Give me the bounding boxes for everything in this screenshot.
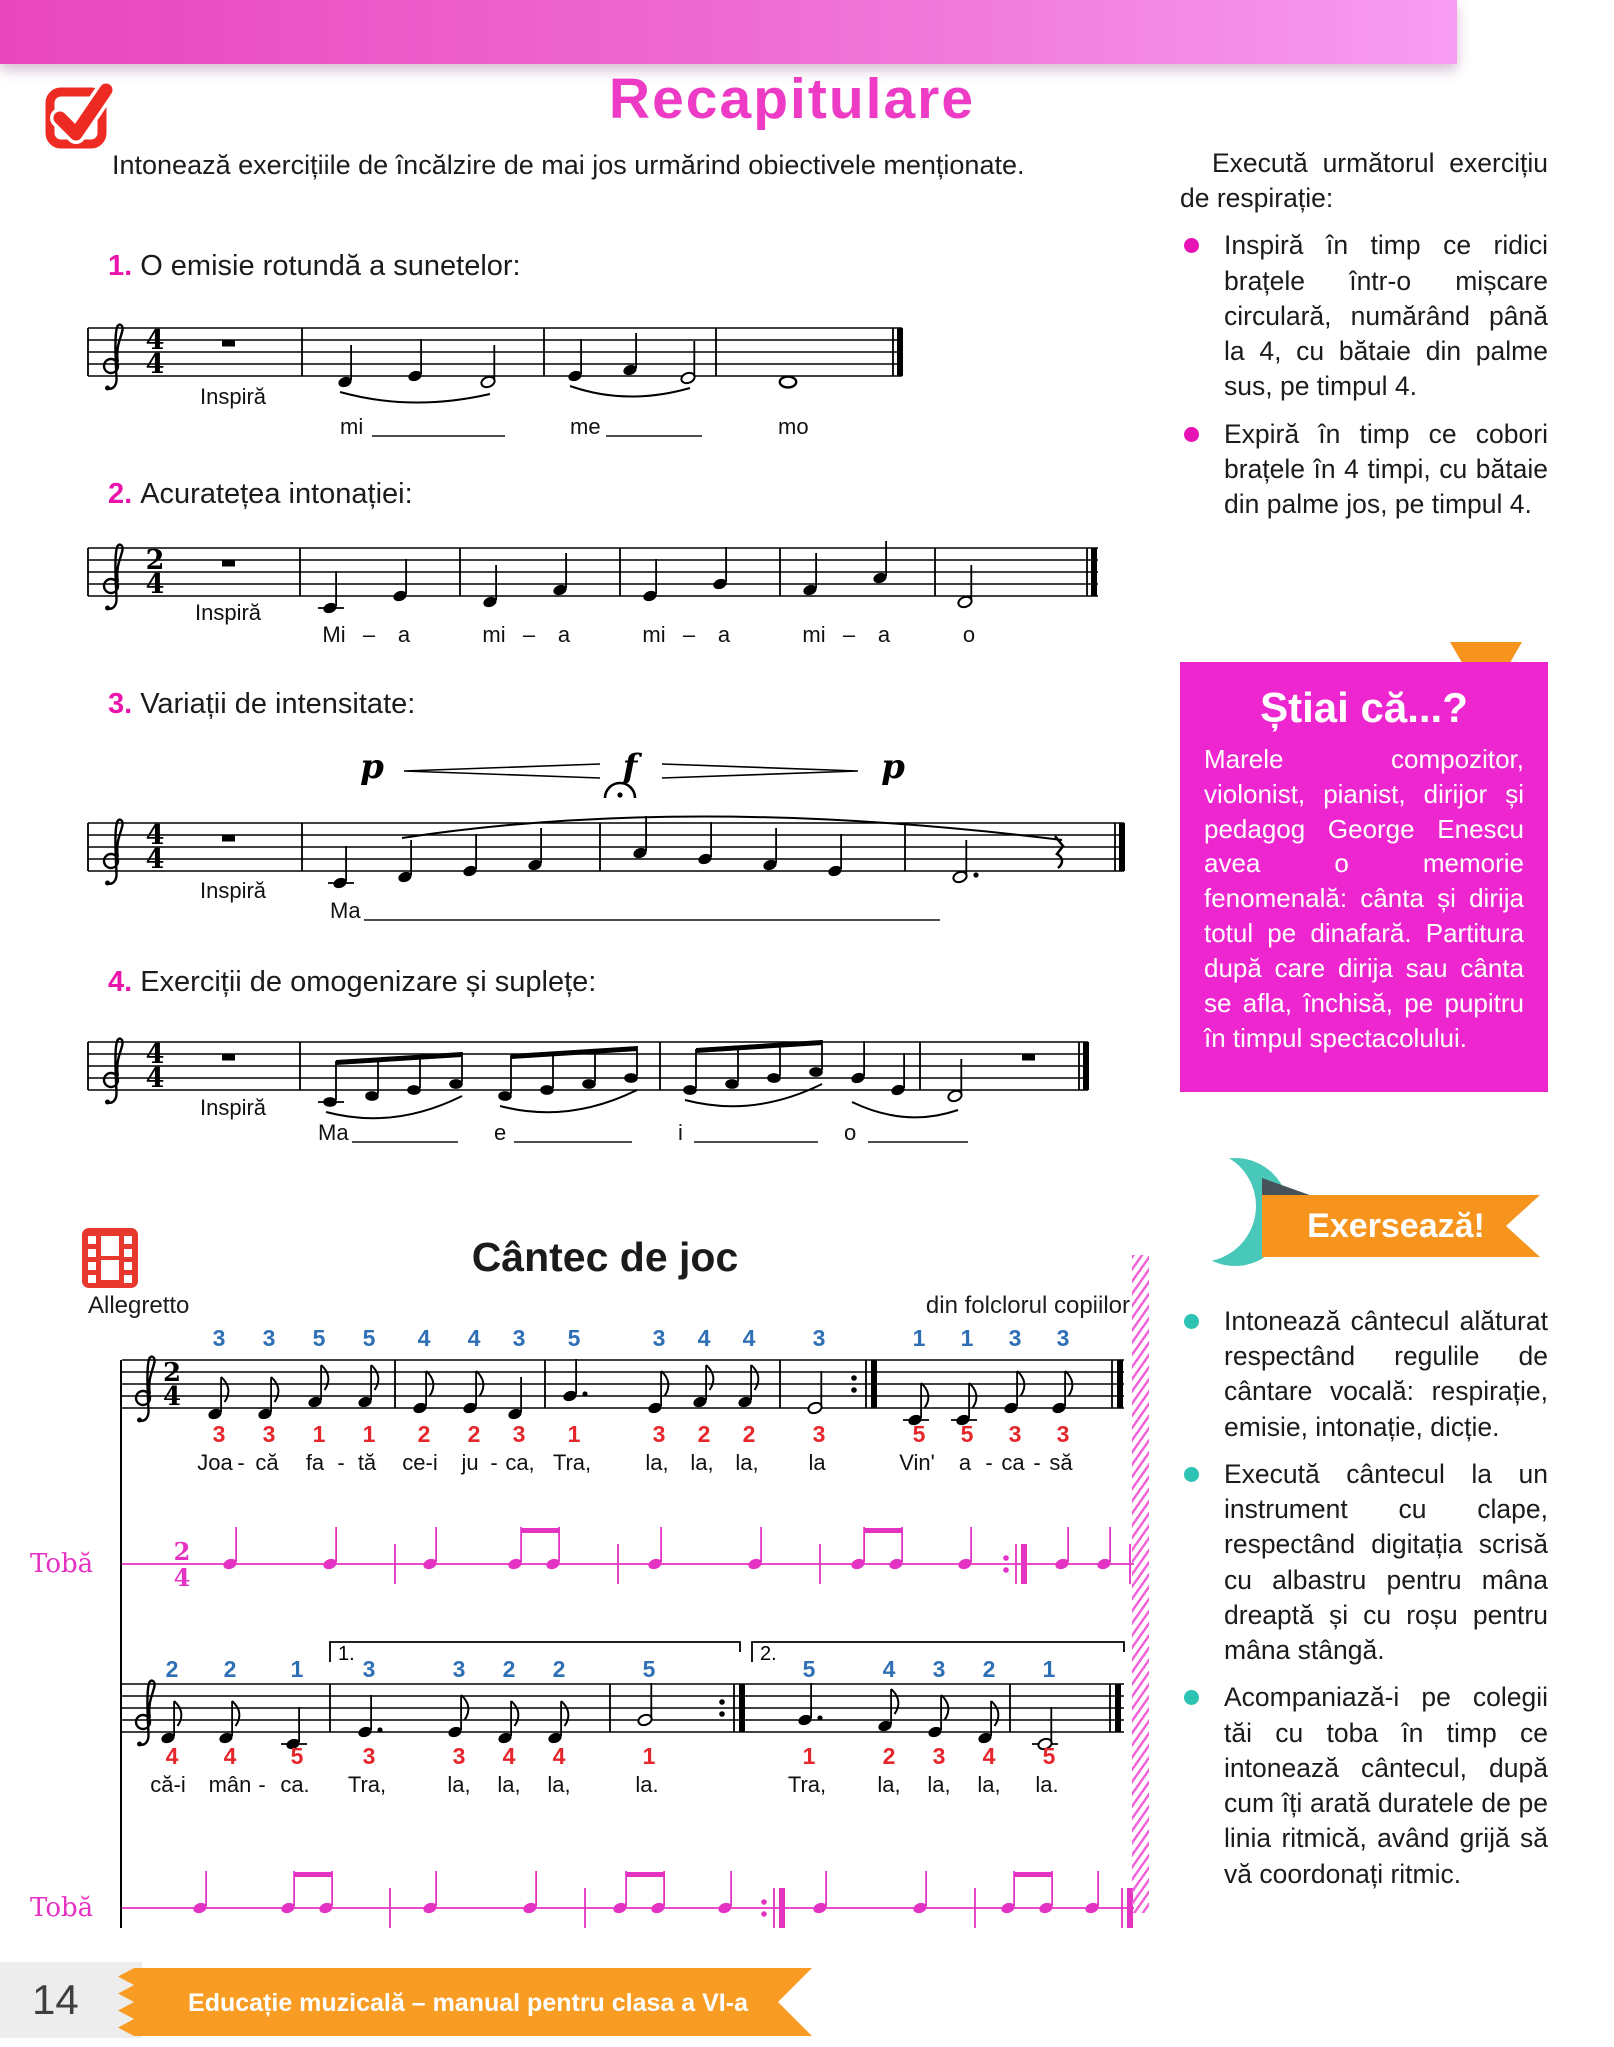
svg-text:3: 3 [812,1421,826,1447]
exercise-3-number: 3. [108,688,133,720]
exercise-1-heading [108,250,521,283]
svg-text:-: - [1033,1450,1041,1475]
svg-text:Joa: Joa [197,1450,233,1475]
treble-clef-icon [136,1681,155,1747]
svg-text:la,: la, [547,1772,571,1797]
banner-label: Exersează! [1307,1207,1485,1245]
svg-text:3: 3 [932,1743,946,1769]
dynamic-f: f [622,747,638,787]
svg-text:3: 3 [362,1743,376,1769]
svg-text:1: 1 [802,1743,816,1769]
drum-time-bottom: 4 [173,1563,191,1592]
svg-text:5: 5 [912,1421,926,1447]
lyric: mi [642,622,666,647]
svg-text:5: 5 [802,1656,816,1682]
decorative-hatch-strip [1132,1255,1149,1913]
svg-text:2: 2 [467,1421,481,1447]
header-bar [0,0,1457,64]
time-signature-top: 4 [145,1039,165,1070]
svg-text:mân: mân [208,1772,252,1797]
svg-text:3: 3 [212,1325,226,1351]
svg-text:3: 3 [932,1656,946,1682]
list-item [1180,417,1548,523]
svg-text:2: 2 [502,1656,516,1682]
svg-text:3: 3 [1056,1325,1070,1351]
checkbox-check-icon [42,80,118,152]
bullet-icon [1184,238,1199,253]
svg-text:ca,: ca, [505,1450,535,1475]
drum-notes [222,1527,1130,1584]
practice-item-text: Intonează cântecul alăturat respectând regulile de cântare vocală: respirație, emisie, intonație, dicție. [1224,1306,1548,1442]
svg-text:3: 3 [512,1325,526,1351]
notes [160,1683,1058,1751]
svg-text:4: 4 [552,1743,566,1769]
breathing-section [1180,146,1548,522]
svg-text:4: 4 [417,1325,431,1351]
svg-text:4: 4 [223,1743,237,1769]
lyric: me [570,414,601,439]
svg-text:4: 4 [742,1325,756,1351]
lyric: mi [482,622,506,647]
svg-text:3: 3 [212,1421,226,1447]
lyric: Mi [322,622,346,647]
fingering-left-hand [213,1421,1070,1447]
time-signature-bottom: 4 [145,349,165,380]
svg-text:-: - [258,1772,266,1797]
svg-text:să: să [1049,1450,1073,1475]
time-signature-bottom: 4 [145,569,165,600]
svg-text:2: 2 [697,1421,711,1447]
svg-text:-: - [490,1450,498,1475]
svg-text:1: 1 [912,1325,926,1351]
svg-text:la,: la, [447,1772,471,1797]
svg-text:că: că [255,1450,279,1475]
fingering-right-hand [213,1325,1070,1351]
svg-text:la,: la, [497,1772,521,1797]
lyric: mi [340,414,364,439]
drum-notes [192,1871,1133,1928]
exercise-1-staff [0,300,1160,450]
drum-time-top: 2 [173,1537,191,1566]
volta-1-label: 1. [338,1643,355,1665]
treble-clef-icon [104,545,123,611]
did-you-know-body: Marele compozitor, violonist, pianist, dirijor și pedagog George Enescu avea o memorie fenomenală: cânta și dirija totul pe dinafară. Partitura după care dirija sau cânta se afla, închisă, pe pupitru în timpul spectacolului. [1204,744,1524,1053]
svg-text:ce-i: ce-i [402,1450,438,1475]
film-icon [82,1228,142,1292]
svg-text:4: 4 [882,1656,896,1682]
svg-text:4: 4 [502,1743,516,1769]
notes [222,1040,1035,1118]
svg-text:Tra,: Tra, [347,1772,387,1797]
treble-clef-icon [104,1039,123,1105]
exercise-4-staff [0,960,1160,1155]
svg-text:3: 3 [1008,1325,1022,1351]
lyric: mi [802,622,826,647]
svg-text:la,: la, [735,1450,759,1475]
exercise-2-staff [0,520,1160,670]
lyric: i [678,1120,683,1145]
lyrics-line-1 [197,1450,1073,1475]
exercise-1-title: O emisie rotundă a sunetelor: [140,250,521,282]
svg-text:5: 5 [567,1325,581,1351]
volta-2-label: 2. [760,1643,777,1665]
bullet-icon [1184,1467,1199,1482]
dynamic-p: p [881,747,905,787]
svg-text:2: 2 [417,1421,431,1447]
svg-text:la,: la, [927,1772,951,1797]
exercise-2-number: 2. [108,478,133,510]
treble-clef-icon [136,1357,155,1423]
page-number: 14 [32,1976,79,2023]
svg-text:2: 2 [742,1421,756,1447]
notes [207,1359,1072,1427]
svg-text:4: 4 [467,1325,481,1351]
song-staff-2 [0,1620,1170,1810]
svg-text:2: 2 [165,1656,179,1682]
list-item [1180,1457,1548,1668]
time-signature-top: 4 [145,820,165,851]
lyric: a [717,622,731,647]
did-you-know-box [1180,662,1548,1092]
breath-label: Inspiră [200,878,267,903]
bullet-icon [1184,427,1199,442]
svg-text:4: 4 [165,1743,179,1769]
svg-text:Tra,: Tra, [787,1772,827,1797]
treble-clef-icon [104,325,123,391]
treble-clef-icon [104,820,123,886]
lyric: – [522,622,536,647]
lyric: a [397,622,411,647]
svg-text:a: a [958,1450,972,1475]
list-item [1180,1304,1548,1445]
fingering-right-hand [166,1656,1056,1682]
notes [222,541,973,615]
lyric: o [962,622,976,647]
svg-text:că-i: că-i [150,1772,186,1797]
svg-text:3: 3 [1056,1421,1070,1447]
svg-text:3: 3 [362,1656,376,1682]
svg-text:ca: ca [1001,1450,1025,1475]
svg-text:2: 2 [223,1656,237,1682]
drum-line-1 [0,1528,1170,1608]
practice-banner [1140,1140,1560,1270]
dynamic-p: p [360,747,384,787]
exercise-4-number: 4. [108,966,133,998]
svg-text:5: 5 [960,1421,974,1447]
exercise-2-title: Acuratețea intonației: [140,478,413,510]
drum-label: Tobă [30,1893,94,1923]
svg-text:la.: la. [635,1772,659,1797]
lyrics-line-2 [150,1772,1058,1797]
breath-label: Inspiră [200,384,267,409]
time-signature-bottom: 4 [162,1382,182,1412]
svg-text:1: 1 [312,1421,326,1447]
time-signature-top: 2 [162,1358,182,1388]
bullet-icon [1184,1690,1199,1705]
song-title: Cântec de joc [471,1234,739,1280]
svg-text:la: la [808,1450,826,1475]
tempo-marking: Allegretto [88,1292,190,1319]
svg-text:1: 1 [567,1421,581,1447]
bullet-icon [1184,1314,1199,1329]
svg-text:1: 1 [362,1421,376,1447]
lyric: – [682,622,696,647]
breathing-item-text: Expiră în timp ce cobori brațele în 4 timpi, cu bătaie din palme jos, pe timpul 4. [1224,418,1548,520]
svg-text:-: - [985,1450,993,1475]
footer-ribbon [100,1968,820,2036]
svg-text:-: - [237,1450,245,1475]
practice-item-text: Acompaniază-i pe colegii tăi cu toba în timp ce intonează cântecul, după cum îți arată duratele de pe linia ritmică, având grijă să vă coordonați ritmic. [1224,1682,1548,1889]
svg-text:3: 3 [512,1421,526,1447]
svg-text:3: 3 [1008,1421,1022,1447]
lyric: a [877,622,891,647]
lyric: o [844,1120,857,1145]
drum-label: Tobă [30,1549,94,1579]
svg-text:5: 5 [1042,1743,1056,1769]
svg-text:-: - [337,1450,345,1475]
time-signature-top: 4 [145,325,165,356]
exercise-2-heading [108,478,413,511]
breath-label: Inspiră [195,600,262,625]
time-signature-top: 2 [145,545,165,576]
list-item [1180,228,1548,404]
lyric: Ma [330,898,361,923]
svg-text:5: 5 [642,1656,656,1682]
footer-text: Educație muzicală – manual pentru clasa a VI-a [188,1989,748,2017]
svg-text:2: 2 [552,1656,566,1682]
lyric: – [362,622,376,647]
page-title: Recapitulare [608,67,976,131]
svg-text:2: 2 [982,1656,996,1682]
svg-text:la,: la, [645,1450,669,1475]
breathing-item-text: Inspiră în timp ce ridici brațele într-o mișcare circulară, numărând până la 4, cu bătaie din palme sus, pe timpul 4. [1224,230,1548,402]
svg-text:Tra,: Tra, [552,1450,592,1475]
svg-text:1: 1 [1042,1656,1056,1682]
time-signature-bottom: 4 [145,844,165,875]
svg-text:5: 5 [312,1325,326,1351]
svg-text:fa: fa [305,1450,325,1475]
svg-text:4: 4 [982,1743,996,1769]
svg-text:la,: la, [690,1450,714,1475]
svg-text:3: 3 [262,1325,276,1351]
exercise-1-number: 1. [108,250,133,282]
intro-text: Intonează exercițiile de încălzire de mai jos urmărind obiectivele menționate. [112,150,1025,180]
svg-text:5: 5 [290,1743,304,1769]
practice-section [1180,1292,1548,1892]
svg-text:tă: tă [357,1450,377,1475]
svg-text:3: 3 [262,1421,276,1447]
practice-item-text: Execută cântecul la un instrument cu clape, respectând digitația scrisă cu albastru pentru mâna dreaptă și cu roșu pentru mâna stângă. [1224,1458,1548,1666]
song-staff-1 [0,1320,1170,1490]
notes [222,333,796,403]
svg-text:1: 1 [960,1325,974,1351]
svg-text:5: 5 [362,1325,376,1351]
svg-text:2: 2 [882,1743,896,1769]
svg-text:la.: la. [1035,1772,1059,1797]
lyric: a [557,622,571,647]
lyric: e [494,1120,507,1145]
time-signature-bottom: 4 [145,1063,165,1094]
exercise-4-title: Exerciții de omogenizare și suplețe: [140,966,597,998]
drum-line-2 [0,1872,1170,1952]
svg-text:1: 1 [642,1743,656,1769]
exercise-3-heading [108,688,415,721]
lyric: – [842,622,856,647]
svg-text:la,: la, [877,1772,901,1797]
exercise-3-staff [0,740,1160,935]
svg-text:ju: ju [461,1450,479,1475]
svg-text:Vin': Vin' [899,1450,935,1475]
svg-text:3: 3 [812,1325,826,1351]
white-circle-icon [1144,1150,1256,1262]
did-you-know-title: Știai că...? [1260,684,1468,731]
breath-label: Inspiră [200,1095,267,1120]
svg-text:4: 4 [697,1325,711,1351]
svg-text:3: 3 [652,1421,666,1447]
svg-text:3: 3 [452,1743,466,1769]
song-source: din folclorul copiilor [925,1292,1130,1319]
lyric: mo [778,414,809,439]
lyric: Ma [318,1120,349,1145]
svg-text:la,: la, [977,1772,1001,1797]
exercise-3-title: Variații de intensitate: [140,688,416,720]
svg-text:3: 3 [452,1656,466,1682]
list-item [1180,1680,1548,1891]
fingering-left-hand [166,1743,1056,1769]
breathing-intro: Execută următorul exercițiu de respirație: [1180,148,1548,214]
svg-text:ca.: ca. [280,1772,310,1797]
svg-text:1: 1 [290,1656,304,1682]
svg-text:3: 3 [652,1325,666,1351]
